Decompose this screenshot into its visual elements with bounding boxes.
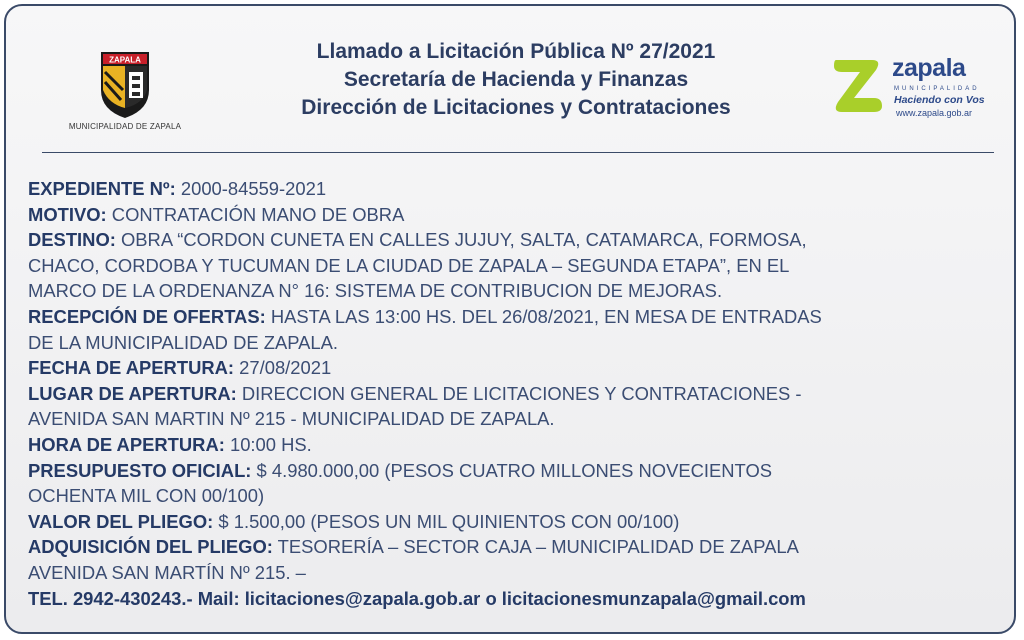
adquisicion-row-2: AVENIDA SAN MARTÍN Nº 215. – [28, 561, 306, 583]
expediente-value: 2000-84559-2021 [175, 178, 327, 199]
presupuesto-label: PRESUPUESTO OFICIAL: [28, 459, 252, 481]
fecha-row [28, 355, 1018, 381]
brand-name: zapala [892, 54, 966, 82]
valor-label: VALOR DEL PLIEGO: [28, 510, 214, 532]
valor-row [28, 509, 1018, 535]
contact-line: TEL. 2942-430243.- Mail: licitaciones@zapala.gob.ar o licitacionesmunzapala@gmail.com [28, 587, 806, 609]
destino-row-2: CHACO, CORDOBA Y TUCUMAN DE LA CIUDAD DE ZAPALA – SEGUNDA ETAPA”, EN EL [28, 254, 790, 276]
header-titles [206, 38, 826, 122]
municipal-crest-logo [66, 50, 184, 131]
adquisicion-value-1: TESORERÍA – SECTOR CAJA – MUNICIPALIDAD DE ZAPALA [272, 536, 799, 558]
recepcion-row [28, 304, 1018, 330]
fecha-label: FECHA DE APERTURA: [28, 357, 235, 379]
lugar-label: LUGAR DE APERTURA: [28, 382, 237, 404]
header-divider [42, 152, 994, 153]
brand-url: www.zapala.gob.ar [896, 108, 973, 118]
valor-value: $ 1.500,00 (PESOS UN MIL QUINIENTOS CON 00/100) [213, 510, 680, 532]
recepcion-row-2: DE LA MUNICIPALIDAD DE ZAPALA. [28, 331, 338, 353]
hora-label: HORA DE APERTURA: [28, 433, 225, 455]
lugar-row-2: AVENIDA SAN MARTIN Nº 215 - MUNICIPALIDAD DE ZAPALA. [28, 408, 555, 430]
hora-row [28, 432, 1018, 458]
shield-icon [99, 50, 151, 120]
title-line-1: Llamado a Licitación Pública Nº 27/2021 [316, 40, 716, 63]
destino-row-3: MARCO DE LA ORDENANZA N° 16: SISTEMA DE CONTRIBUCION DE MEJORAS. [28, 280, 723, 302]
expediente-row [28, 176, 1018, 202]
notice-body [28, 176, 1018, 611]
adquisicion-label: ADQUISICIÓN DEL PLIEGO: [28, 536, 273, 558]
presupuesto-row-2: OCHENTA MIL CON 00/100) [28, 485, 265, 507]
lugar-row [28, 381, 1018, 407]
zapala-brand-logo [832, 56, 1002, 126]
recepcion-label: RECEPCIÓN DE OFERTAS: [28, 305, 266, 327]
title-line-3: Dirección de Licitaciones y Contrataciones [301, 96, 731, 119]
fecha-value: 27/08/2021 [234, 357, 332, 379]
z-letter-icon [832, 56, 884, 114]
notice-card [4, 4, 1016, 634]
expediente-label: EXPEDIENTE Nº: [28, 178, 176, 199]
presupuesto-value-1: $ 4.980.000,00 (PESOS CUATRO MILLONES NOVECIENTOS [251, 459, 773, 481]
presupuesto-row [28, 458, 1018, 484]
lugar-value-1: DIRECCION GENERAL DE LICITACIONES Y CONTRATACIONES - [236, 382, 802, 404]
title-line-2: Secretaría de Hacienda y Finanzas [343, 68, 689, 91]
shield-lettering: ZAPALA [109, 55, 141, 65]
recepcion-value-1: HASTA LAS 13:00 HS. DEL 26/08/2021, EN MESA DE ENTRADAS [265, 305, 822, 327]
destino-label: DESTINO: [28, 229, 116, 251]
municipality-caption: MUNICIPALIDAD DE ZAPALA [68, 122, 182, 131]
motivo-value: CONTRATACIÓN MANO DE OBRA [106, 203, 405, 225]
brand-slogan: Haciendo con Vos [894, 94, 985, 106]
motivo-row [28, 202, 1018, 228]
motivo-label: MOTIVO: [28, 203, 107, 225]
brand-subtitle: MUNICIPALIDAD [894, 86, 980, 92]
destino-value-1: OBRA “CORDON CUNETA EN CALLES JUJUY, SALTA, CATAMARCA, FORMOSA, [115, 229, 807, 251]
destino-row [28, 227, 1018, 253]
adquisicion-row [28, 534, 1018, 560]
hora-value: 10:00 HS. [224, 433, 312, 455]
